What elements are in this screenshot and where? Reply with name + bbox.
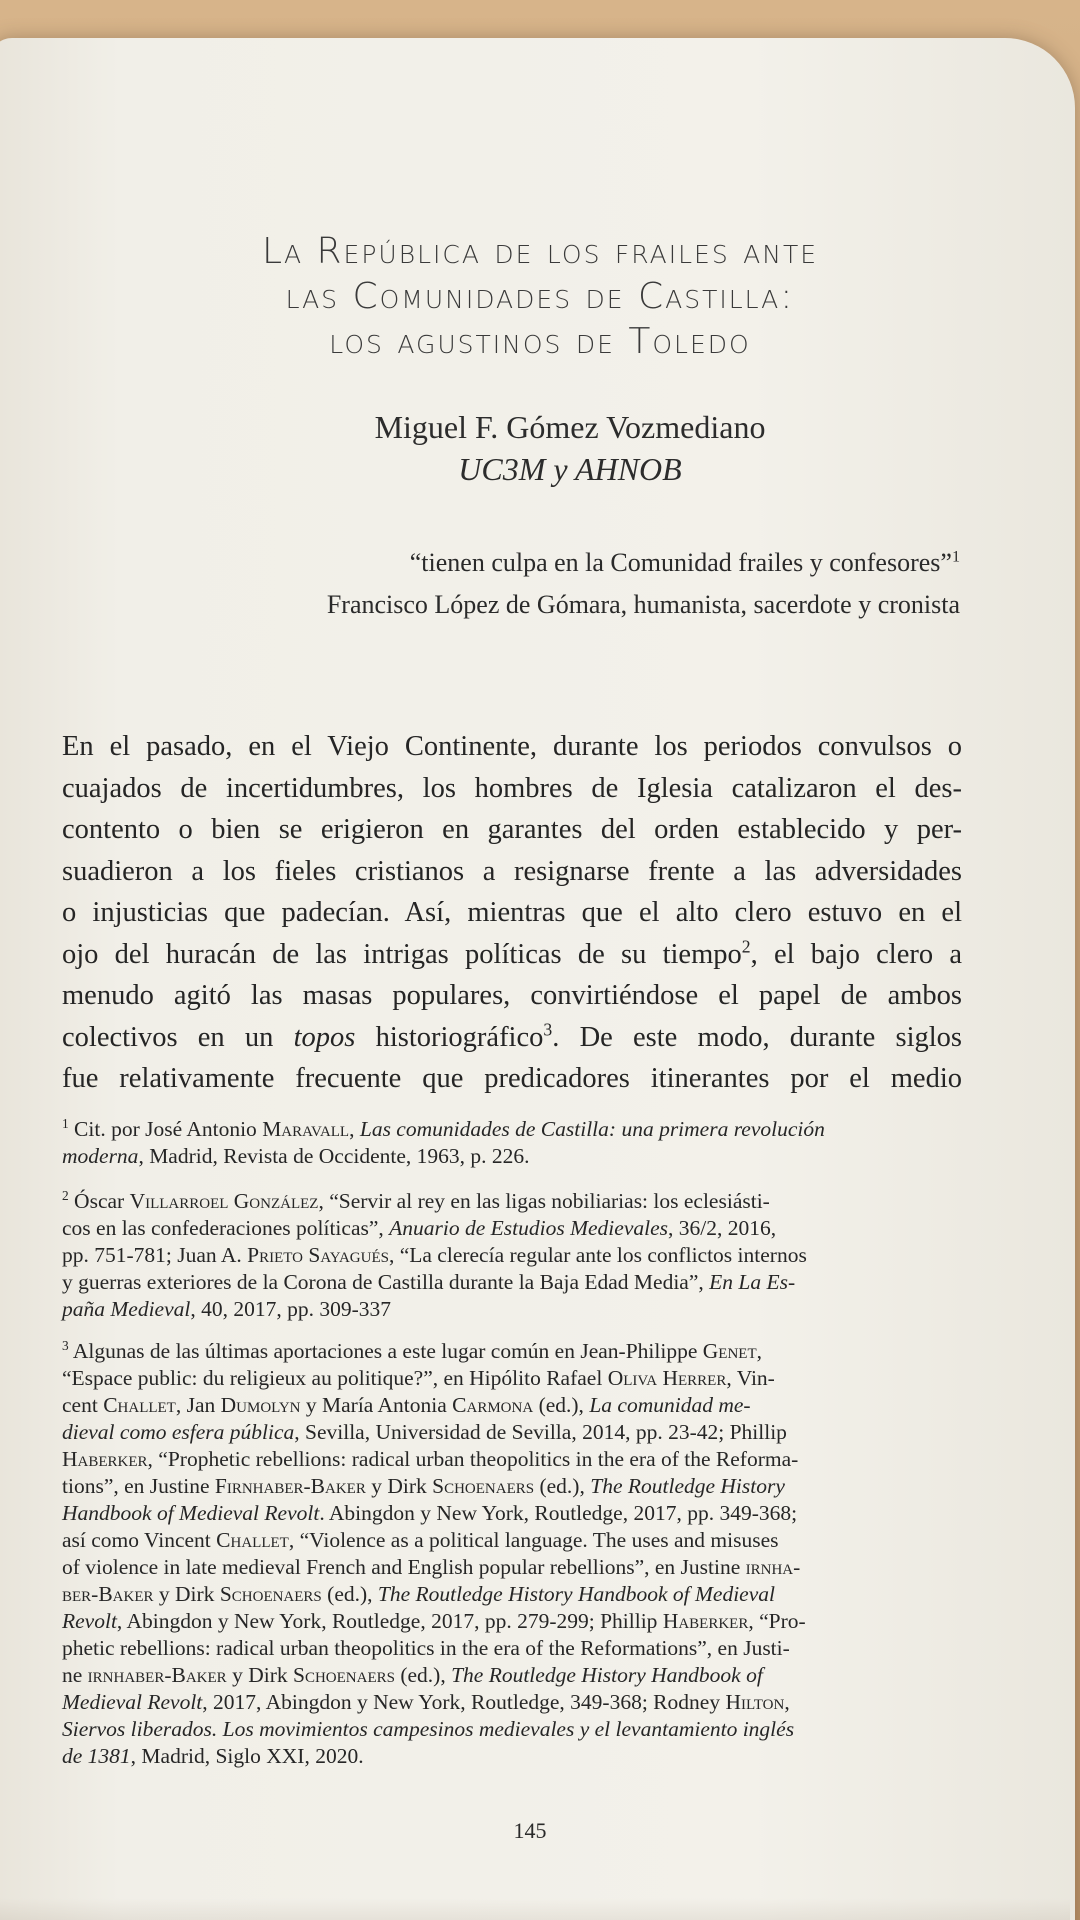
body-line: menudo agitó las masas populares, convirtiéndose el papel de ambos [62, 980, 962, 1011]
body-text: . De este modo, durante siglos [552, 1021, 962, 1053]
footnote-text: , “Pro- [748, 1609, 806, 1633]
footnote-title: Medieval Revolt [62, 1690, 203, 1714]
footnote-text: ne [62, 1663, 88, 1687]
footnote-author: Challet [103, 1393, 176, 1417]
chapter-title-line-1: La República de los frailes ante [261, 231, 819, 272]
footnote-line [62, 1296, 962, 1323]
epigraph-note-ref: 1 [951, 548, 960, 566]
footnote-line [62, 1215, 962, 1242]
footnote-author: Carmona [452, 1393, 534, 1417]
footnote-title: Siervos liberados. Los movimientos campesinos medievales y el levantamiento inglés [62, 1717, 795, 1741]
body-line: En el pasado, en el Viejo Continente, durante los periodos convulsos o [62, 731, 962, 762]
footnote-line [62, 1608, 962, 1635]
footnote-text: of violence in late medieval French and English popular rebellions”, en Justine [62, 1555, 746, 1579]
footnote-title: Revolt [62, 1609, 117, 1633]
footnote-text: , “La clerecía regular ante los conflictos internos [388, 1243, 807, 1267]
footnote-text: , “Servir al rey en las ligas nobiliarias: los eclesiásti- [318, 1189, 770, 1213]
footnote-number: 1 [62, 1115, 69, 1131]
body-text: ojo del huracán de las intrigas políticas de su tiempo [62, 938, 742, 970]
page-number: 145 [513, 1818, 547, 1843]
footnote-line [62, 1662, 962, 1689]
footnote-line: phetic rebellions: radical urban theopolitics in the era of the Reformations”, en Justi- [62, 1636, 790, 1660]
footnote-text: “Espace public: du religieux au politique?”, en Hipólito Rafael [62, 1366, 608, 1390]
footnote-line [62, 1716, 962, 1743]
footnote-author: ber-Baker [62, 1582, 154, 1606]
footnote-title: The Routledge History [590, 1474, 785, 1498]
footnote-line [62, 1269, 962, 1296]
footnote-author: Dumolyn [220, 1393, 301, 1417]
footnote-text: . Abingdon y New York, Routledge, 2017, pp. 349-368; [319, 1501, 798, 1525]
footnote-line [62, 1116, 962, 1143]
footnote-line [62, 1242, 962, 1269]
epigraph-attribution: Francisco López de Gómara, humanista, sacerdote y cronista [326, 590, 960, 619]
footnote-text: , Vin- [726, 1366, 775, 1390]
footnote-title: The Routledge History Handbook of [451, 1663, 763, 1687]
body-line: suadieron a los fieles cristianos a resignarse frente a las adversidades [62, 855, 962, 887]
body-line [62, 934, 962, 976]
footnote-text: y Dirk [365, 1474, 433, 1498]
footnote-title: The Routledge History Handbook of Medieval [377, 1582, 775, 1606]
footnote-line [62, 1143, 962, 1170]
footnote-line [62, 1188, 962, 1215]
footnote-ref-3: 3 [543, 1019, 553, 1039]
footnote-text: (ed.), [394, 1663, 452, 1687]
footnote-text: , 36/2, 2016, [668, 1216, 777, 1240]
footnote-text: tions”, en Justine [62, 1474, 215, 1498]
footnote-author: Haberker [62, 1447, 148, 1471]
footnote-text: , [756, 1339, 762, 1363]
footnote-line [62, 1527, 962, 1554]
footnote-text: y Dirk [226, 1663, 293, 1687]
body-text: colectivos en un [62, 1021, 294, 1053]
footnote-line [62, 1392, 962, 1419]
epigraph-quote-text: “tienen culpa en la Comunidad frailes y confesores” [409, 548, 952, 577]
footnote-author: Schoenaers [432, 1474, 535, 1498]
footnote-text: Cit. por José Antonio [68, 1117, 263, 1141]
footnote-author: Maravall [262, 1117, 350, 1141]
footnote-author: Challet [216, 1528, 289, 1552]
footnote-title: paña Medieval [62, 1297, 191, 1321]
footnote-author: Genet [702, 1339, 757, 1363]
footnote-number: 2 [62, 1187, 69, 1203]
footnote-title: En La Es- [709, 1270, 796, 1294]
body-line: contento o bien se erigieron en garantes del orden establecido y per- [62, 814, 962, 845]
footnote-title: dieval como esfera pública [62, 1420, 295, 1444]
footnote-text: Óscar [68, 1189, 130, 1213]
footnote-line [62, 1419, 962, 1446]
footnote-line [62, 1338, 962, 1365]
footnote-text: (ed.), [533, 1393, 590, 1417]
body-italic: topos [293, 1021, 356, 1053]
footnote-title: Handbook of Medieval Revolt [62, 1501, 320, 1525]
footnote-text: , Madrid, Siglo XXI, 2020. [130, 1744, 364, 1768]
footnote-text: (ed.), [321, 1582, 378, 1606]
footnote-author: Villarroel González [129, 1189, 319, 1213]
footnote-author: Haberker [662, 1609, 749, 1633]
footnote-text: , “Violence as a political language. The uses and misuses [288, 1528, 779, 1552]
body-line: o injusticias que padecían. Así, mientras que el alto clero estuvo en el [62, 897, 962, 928]
footnote-line [62, 1473, 962, 1500]
footnote-line [62, 1689, 962, 1716]
footnote-text: , Madrid, Revista de Occidente, 1963, p. 226. [138, 1144, 530, 1168]
footnote-author: Oliva Herrer [607, 1366, 727, 1390]
footnote-ref-2: 2 [741, 936, 751, 956]
footnote-3 [62, 1338, 962, 1770]
footnote-author: Firnhaber-Baker [214, 1474, 366, 1498]
footnote-title: Las comunidades de Castilla: una primera revolución [359, 1117, 825, 1141]
footnote-text: , Abingdon y New York, Routledge, 2017, pp. 279-299; Phillip [116, 1609, 663, 1633]
footnote-text: cos en las confederaciones políticas”, [62, 1216, 390, 1240]
footnote-author: Schoenaers [219, 1582, 322, 1606]
footnote-text: (ed.), [534, 1474, 591, 1498]
footnote-text: , [349, 1117, 360, 1141]
book-page [0, 38, 1075, 1920]
body-line [62, 1017, 962, 1059]
author-name: Miguel F. Gómez Vozmediano [374, 409, 766, 445]
body-text: historiográfico [355, 1021, 544, 1053]
footnote-text: y Dirk [153, 1582, 220, 1606]
footnote-author: Hilton [725, 1690, 785, 1714]
footnote-text: y guerras exteriores de la Corona de Castilla durante la Baja Edad Media”, [62, 1270, 710, 1294]
body-line: cuajados de incertidumbres, los hombres de Iglesia catalizaron el des- [62, 772, 962, 804]
epigraph-quote [410, 548, 960, 578]
footnote-line [62, 1365, 962, 1392]
footnote-text: , Jan [175, 1393, 221, 1417]
footnote-text: cent [62, 1393, 104, 1417]
footnote-author: Schoenaers [292, 1663, 395, 1687]
footnote-text: , 2017, Abingdon y New York, Routledge, 349-368; Rodney [202, 1690, 726, 1714]
footnote-line [62, 1446, 962, 1473]
footnote-text: , “Prophetic rebellions: radical urban theopolitics in the era of the Reforma- [147, 1447, 799, 1471]
footnote-text: , [784, 1690, 790, 1714]
footnote-text: , 40, 2017, pp. 309-337 [190, 1297, 392, 1321]
footnote-title: La comunidad me- [589, 1393, 751, 1417]
footnote-line [62, 1554, 962, 1581]
footnote-line [62, 1581, 962, 1608]
chapter-title-line-2: las Comunidades de Castilla: [285, 276, 795, 317]
footnote-author: irnhaber-Baker [87, 1663, 227, 1687]
page-bottom-shadow [0, 1898, 1070, 1920]
footnote-text: así como Vincent [62, 1528, 217, 1552]
footnote-title: Anuario de Estudios Medievales [389, 1216, 668, 1240]
chapter-title-line-3: los agustinos de Toledo [329, 321, 751, 362]
footnote-author: Prieto Sayagués [247, 1243, 389, 1267]
footnote-number: 3 [62, 1337, 69, 1353]
author-affiliation: UC3M y AHNOB [458, 451, 682, 487]
footnote-text: pp. 751-781; Juan A. [62, 1243, 248, 1267]
footnote-line [62, 1743, 962, 1770]
footnote-text: y María Antonia [300, 1393, 453, 1417]
footnote-1 [62, 1116, 962, 1170]
footnote-text: Algunas de las últimas aportaciones a este lugar común en Jean-Philippe [68, 1339, 703, 1363]
body-text: , el bajo clero a [750, 938, 962, 970]
footnote-author: irnha- [745, 1555, 801, 1579]
footnote-title: moderna [62, 1144, 139, 1168]
body-paragraph [62, 726, 962, 1100]
footnote-2 [62, 1188, 962, 1323]
body-line: fue relativamente frecuente que predicadores itinerantes por el medio [62, 1063, 962, 1094]
footnote-text: , Sevilla, Universidad de Sevilla, 2014, pp. 23-42; Phillip [294, 1420, 787, 1444]
footnote-line [62, 1500, 962, 1527]
footnote-title: de 1381 [62, 1744, 131, 1768]
